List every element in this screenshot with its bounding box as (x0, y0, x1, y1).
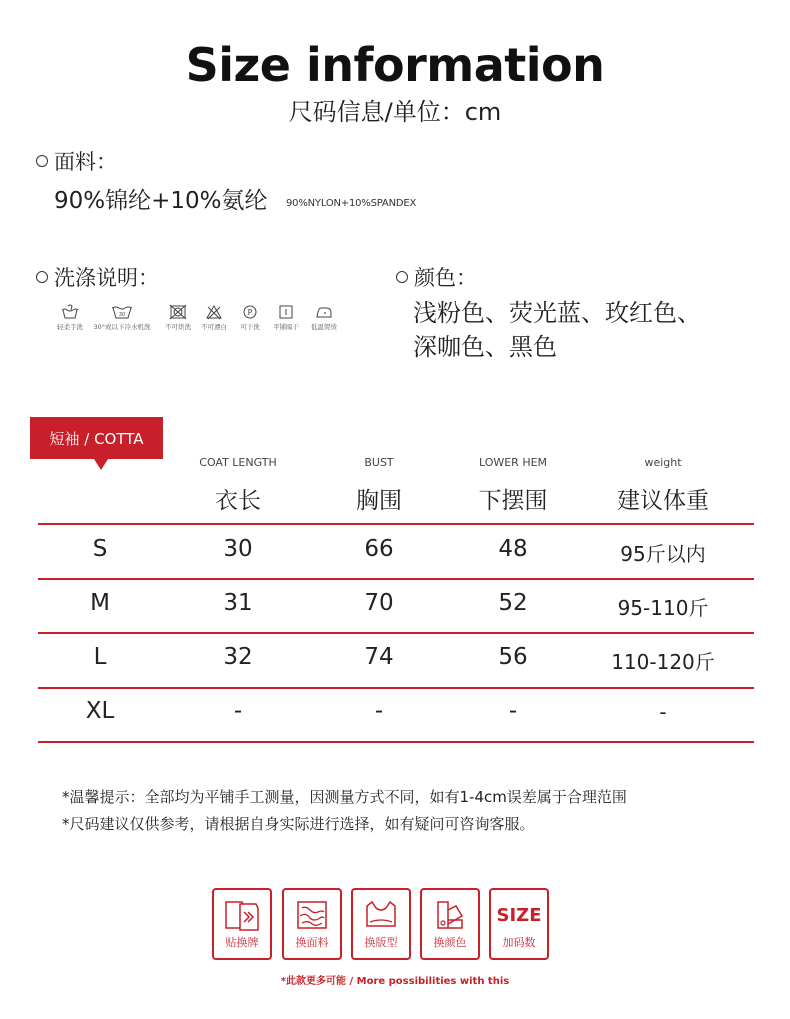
weight-cell: 110-120斤 (611, 650, 715, 674)
flat-dry-care: 平铺晾干 (264, 304, 308, 331)
size-icon: SIZE (496, 904, 542, 926)
fabric-heading (36, 146, 117, 176)
low-iron-care: 低温熨烫 (302, 304, 346, 331)
color-swatch-icon (430, 898, 470, 932)
hem-cell: 48 (498, 536, 528, 562)
table-divider (38, 578, 754, 580)
table-divider (38, 741, 754, 743)
table-divider (38, 523, 754, 525)
color-list (413, 296, 753, 364)
no-tumble-dry-icon (169, 304, 187, 320)
bust-cell: 70 (364, 590, 394, 616)
no-bleach-care: 不可漂白 (192, 304, 236, 331)
bullet-circle-icon (36, 155, 48, 167)
fabric-content: 90%锦纶+10%氨纶 (54, 188, 268, 214)
size-cell: M (90, 590, 110, 616)
bullet-circle-icon (36, 271, 48, 283)
column-header-en: BUST (364, 456, 394, 469)
badge-color: 换颜色 (420, 888, 480, 960)
label-tag-icon (222, 898, 262, 932)
badge-size: SIZE 加码数 (489, 888, 549, 960)
svg-text:30: 30 (118, 312, 126, 318)
care-heading (36, 262, 159, 292)
column-header-zh: 下摆围 (478, 488, 548, 514)
wash-30-icon (111, 304, 133, 320)
color-label: 颜色： (414, 266, 477, 290)
color-line-2: 深咖色、黑色 (413, 333, 557, 361)
hem-cell: - (508, 698, 518, 724)
column-header-en: weight (644, 456, 682, 469)
size-cell: L (93, 644, 107, 670)
column-header-en: COAT LENGTH (199, 456, 277, 469)
table-divider (38, 687, 754, 689)
footer-text: *此款更多可能 / More possibilities with this (280, 976, 510, 987)
badge-label-tag: 贴换牌 (212, 888, 272, 960)
page-subtitle: 尺码信息/单位：cm (288, 98, 502, 126)
bust-cell: - (374, 698, 384, 724)
care-icons (48, 304, 348, 344)
bullet-circle-icon (396, 271, 408, 283)
svg-text:P: P (247, 308, 253, 317)
care-label: 洗涤说明： (54, 266, 159, 290)
note-line-1: *温馨提示：全部均为平铺手工测量，因测量方式不同，如有1-4cm误差属于合理范围 (62, 788, 627, 806)
size-cell: S (92, 536, 108, 562)
table-divider (38, 632, 754, 634)
no-tumble-dry-care: 不可烘洗 (156, 304, 200, 331)
length-cell: 30 (223, 536, 253, 562)
length-cell: 32 (223, 644, 253, 670)
color-line-1: 浅粉色、荧光蓝、玫红色、 (413, 299, 701, 327)
dry-clean-p-icon (241, 304, 259, 320)
length-cell: - (233, 698, 243, 724)
fabric-label: 面料： (54, 150, 117, 174)
badge-fabric: 换面料 (282, 888, 342, 960)
bust-cell: 66 (364, 536, 394, 562)
column-header-zh: 衣长 (215, 488, 261, 514)
column-header-zh: 胸围 (356, 488, 402, 514)
badge-pattern: 换版型 (351, 888, 411, 960)
page-title: Size information (185, 38, 605, 92)
hem-cell: 52 (498, 590, 528, 616)
bra-icon (361, 898, 401, 932)
category-tag: 短袖 / COTTA (30, 417, 163, 459)
wash-30-care: 30 30°或以下冷水机洗 (92, 304, 152, 331)
column-header-zh: 建议体重 (617, 488, 709, 514)
hem-cell: 56 (498, 644, 528, 670)
low-iron-icon (315, 304, 333, 320)
color-heading (396, 262, 477, 292)
hand-wash-icon (61, 304, 79, 320)
no-bleach-icon (205, 304, 223, 320)
weight-cell: - (659, 700, 667, 724)
size-cell: XL (85, 698, 115, 724)
fabric-icon (292, 898, 332, 932)
length-cell: 31 (223, 590, 253, 616)
column-header-en: LOWER HEM (478, 456, 548, 469)
note-line-2: *尺码建议仅供参考，请根据自身实际进行选择，如有疑问可咨询客服。 (62, 815, 535, 833)
weight-cell: 95-110斤 (617, 596, 709, 620)
dry-clean-care: P 可干洗 (228, 304, 272, 331)
weight-cell: 95斤以内 (620, 542, 706, 566)
hand-wash-care: 轻柔手洗 (48, 304, 92, 331)
flat-dry-icon (277, 304, 295, 320)
bust-cell: 74 (364, 644, 394, 670)
fabric-content-en: 90%NYLON+10%SPANDEX (286, 198, 417, 209)
